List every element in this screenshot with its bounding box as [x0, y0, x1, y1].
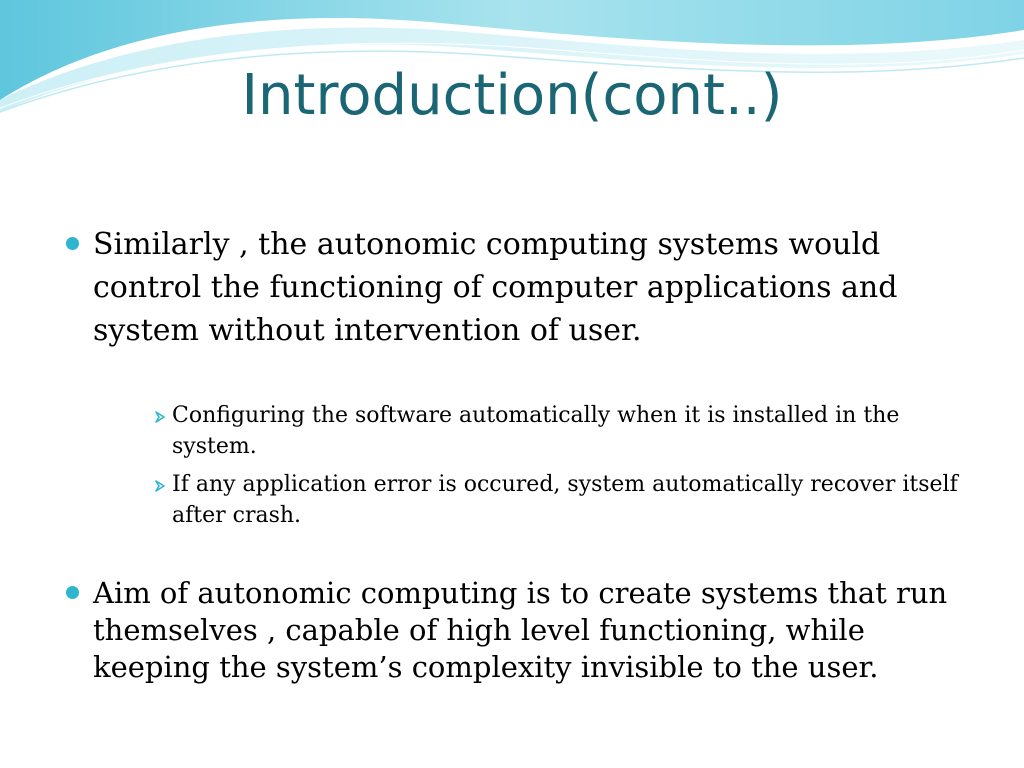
bullet-item [66, 575, 966, 686]
sub-bullet-item [154, 400, 974, 462]
bullet-text: Similarly , the autonomic computing systems would control the functioning of computer applications and system without intervention of user. [93, 227, 898, 348]
slide-title: Introduction(cont..) [241, 63, 783, 128]
sub-bullet-item [154, 469, 974, 531]
bullet-text: Aim of autonomic computing is to create systems that run themselves , capable of high level functioning, while keeping the system’s complexity invisible to the user. [93, 576, 948, 684]
bullet-dot-icon [66, 586, 79, 599]
arrow-bullet-icon [154, 411, 166, 423]
sub-bullet-text: Configuring the software automatically when it is installed in the system. [172, 403, 900, 459]
arrow-bullet-icon [154, 480, 166, 492]
bullet-item [66, 223, 946, 352]
bullet-dot-icon [66, 237, 79, 250]
sub-bullet-text: If any application error is occured, system automatically recover itself after crash. [172, 472, 958, 528]
